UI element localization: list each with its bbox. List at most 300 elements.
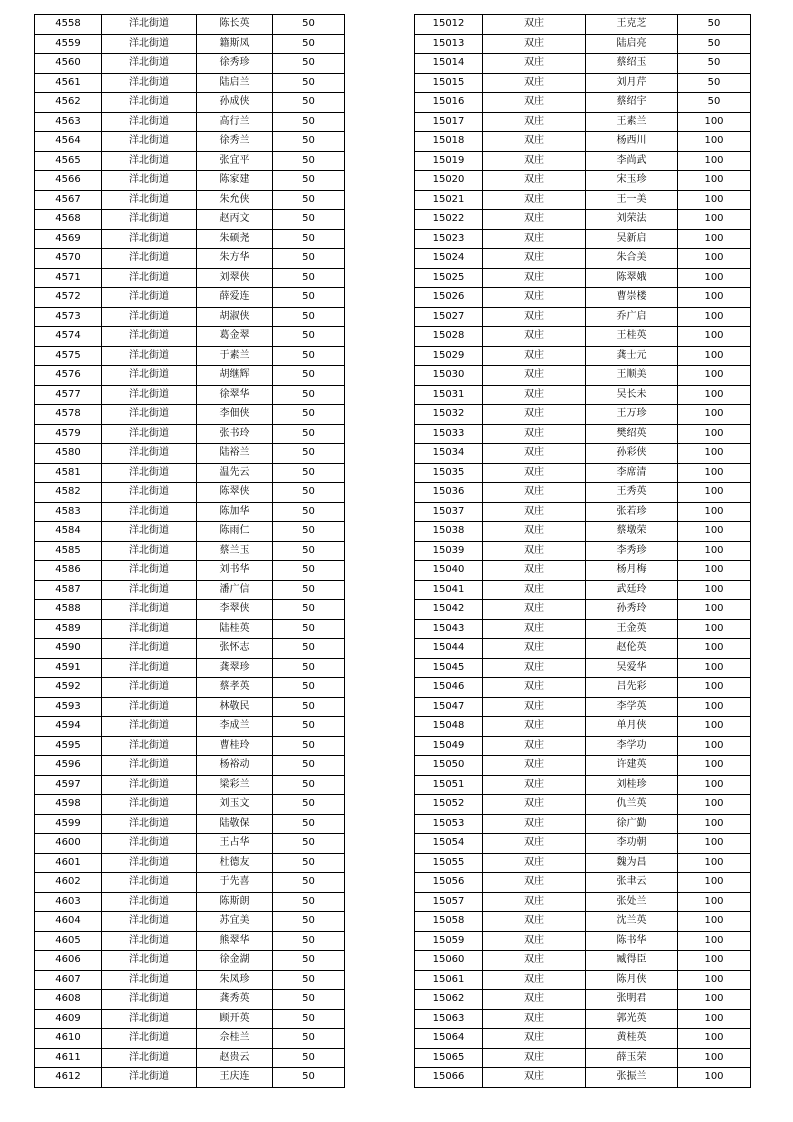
cell-name: 龚士元: [586, 346, 678, 366]
cell-location: 洋北街道: [102, 249, 197, 269]
cell-name: 曹崇楼: [586, 288, 678, 308]
table-row: [35, 1029, 345, 1049]
cell-id: 4572: [35, 288, 102, 308]
cell-amount: 50: [273, 736, 345, 756]
cell-location: 双庄: [483, 444, 586, 464]
cell-id: 15038: [415, 522, 483, 542]
cell-id: 15061: [415, 970, 483, 990]
cell-name: 张聿云: [586, 873, 678, 893]
cell-location: 洋北街道: [102, 1009, 197, 1029]
cell-amount: 100: [678, 151, 751, 171]
cell-id: 15042: [415, 600, 483, 620]
cell-name: 籍斯凤: [197, 34, 273, 54]
cell-location: 洋北街道: [102, 600, 197, 620]
cell-id: 4592: [35, 678, 102, 698]
cell-amount: 100: [678, 268, 751, 288]
cell-amount: 50: [273, 600, 345, 620]
cell-id: 4571: [35, 268, 102, 288]
table-row: [35, 522, 345, 542]
cell-location: 双庄: [483, 853, 586, 873]
cell-name: 王占华: [197, 834, 273, 854]
table-row: [415, 34, 751, 54]
cell-name: 朱合美: [586, 249, 678, 269]
cell-amount: 100: [678, 931, 751, 951]
cell-location: 洋北街道: [102, 1029, 197, 1049]
cell-amount: 50: [273, 892, 345, 912]
cell-name: 徐秀珍: [197, 54, 273, 74]
cell-id: 15013: [415, 34, 483, 54]
table-row: [415, 697, 751, 717]
cell-id: 4583: [35, 502, 102, 522]
cell-id: 4581: [35, 463, 102, 483]
cell-amount: 100: [678, 619, 751, 639]
table-row: [35, 73, 345, 93]
cell-location: 洋北街道: [102, 697, 197, 717]
cell-amount: 100: [678, 717, 751, 737]
table-row: [35, 112, 345, 132]
cell-location: 洋北街道: [102, 639, 197, 659]
cell-id: 4589: [35, 619, 102, 639]
cell-name: 陈雨仁: [197, 522, 273, 542]
left-table: [34, 14, 345, 1088]
cell-amount: 100: [678, 853, 751, 873]
cell-location: 双庄: [483, 697, 586, 717]
cell-amount: 100: [678, 1029, 751, 1049]
cell-id: 4576: [35, 366, 102, 386]
cell-location: 洋北街道: [102, 1048, 197, 1068]
cell-location: 双庄: [483, 522, 586, 542]
cell-name: 王素兰: [586, 112, 678, 132]
table-row: [415, 775, 751, 795]
table-row: [35, 814, 345, 834]
cell-amount: 50: [273, 483, 345, 503]
cell-id: 4580: [35, 444, 102, 464]
cell-location: 双庄: [483, 171, 586, 191]
table-row: [35, 405, 345, 425]
cell-name: 李尚武: [586, 151, 678, 171]
table-row: [35, 834, 345, 854]
cell-name: 薛玉荣: [586, 1048, 678, 1068]
cell-name: 吴爱华: [586, 658, 678, 678]
cell-amount: 50: [273, 444, 345, 464]
cell-amount: 100: [678, 385, 751, 405]
cell-name: 王克芝: [586, 15, 678, 35]
cell-id: 15033: [415, 424, 483, 444]
cell-location: 洋北街道: [102, 541, 197, 561]
cell-id: 15031: [415, 385, 483, 405]
cell-name: 苏宜美: [197, 912, 273, 932]
cell-name: 陆桂英: [197, 619, 273, 639]
cell-id: 4598: [35, 795, 102, 815]
table-row: [35, 717, 345, 737]
cell-amount: 100: [678, 775, 751, 795]
cell-id: 15018: [415, 132, 483, 152]
cell-id: 15066: [415, 1068, 483, 1088]
cell-name: 张书玲: [197, 424, 273, 444]
table-row: [35, 15, 345, 35]
cell-amount: 50: [273, 717, 345, 737]
cell-id: 15035: [415, 463, 483, 483]
cell-location: 双庄: [483, 151, 586, 171]
table-row: [35, 229, 345, 249]
cell-name: 王万珍: [586, 405, 678, 425]
cell-location: 洋北街道: [102, 814, 197, 834]
cell-location: 洋北街道: [102, 892, 197, 912]
cell-location: 洋北街道: [102, 151, 197, 171]
cell-name: 陆敬保: [197, 814, 273, 834]
cell-location: 双庄: [483, 483, 586, 503]
cell-amount: 50: [678, 15, 751, 35]
table-row: [415, 522, 751, 542]
table-row: [415, 678, 751, 698]
table-row: [415, 229, 751, 249]
cell-name: 刘玉文: [197, 795, 273, 815]
table-row: [35, 210, 345, 230]
cell-id: 15055: [415, 853, 483, 873]
cell-name: 胡继辉: [197, 366, 273, 386]
cell-amount: 100: [678, 912, 751, 932]
cell-name: 徐金湖: [197, 951, 273, 971]
cell-name: 曹桂玲: [197, 736, 273, 756]
cell-name: 仇兰英: [586, 795, 678, 815]
cell-id: 15047: [415, 697, 483, 717]
cell-name: 蔡墩荣: [586, 522, 678, 542]
table-row: [35, 151, 345, 171]
cell-amount: 50: [273, 171, 345, 191]
cell-amount: 100: [678, 483, 751, 503]
cell-location: 洋北街道: [102, 444, 197, 464]
table-row: [415, 658, 751, 678]
table-row: [35, 619, 345, 639]
cell-amount: 100: [678, 424, 751, 444]
cell-name: 薛爱连: [197, 288, 273, 308]
cell-name: 陈书华: [586, 931, 678, 951]
cell-location: 洋北街道: [102, 112, 197, 132]
cell-name: 陈加华: [197, 502, 273, 522]
cell-name: 杨月梅: [586, 561, 678, 581]
cell-amount: 50: [273, 54, 345, 74]
cell-amount: 50: [273, 834, 345, 854]
cell-id: 15024: [415, 249, 483, 269]
table-row: [415, 561, 751, 581]
cell-name: 陈斯朗: [197, 892, 273, 912]
table-row: [415, 502, 751, 522]
cell-id: 4584: [35, 522, 102, 542]
cell-amount: 100: [678, 892, 751, 912]
table-row: [415, 639, 751, 659]
table-row: [35, 561, 345, 581]
cell-name: 李翠侠: [197, 600, 273, 620]
cell-name: 宋玉珍: [586, 171, 678, 191]
cell-id: 15053: [415, 814, 483, 834]
cell-id: 15029: [415, 346, 483, 366]
cell-id: 4586: [35, 561, 102, 581]
cell-name: 杨裕动: [197, 756, 273, 776]
cell-amount: 100: [678, 873, 751, 893]
cell-name: 高行兰: [197, 112, 273, 132]
cell-id: 4603: [35, 892, 102, 912]
cell-location: 双庄: [483, 54, 586, 74]
cell-id: 4595: [35, 736, 102, 756]
cell-location: 双庄: [483, 366, 586, 386]
cell-location: 洋北街道: [102, 463, 197, 483]
cell-id: 4602: [35, 873, 102, 893]
cell-location: 双庄: [483, 346, 586, 366]
cell-name: 杨西川: [586, 132, 678, 152]
cell-amount: 50: [273, 619, 345, 639]
cell-id: 4610: [35, 1029, 102, 1049]
cell-name: 佘桂兰: [197, 1029, 273, 1049]
cell-id: 4565: [35, 151, 102, 171]
cell-location: 双庄: [483, 268, 586, 288]
cell-location: 洋北街道: [102, 132, 197, 152]
cell-location: 洋北街道: [102, 288, 197, 308]
table-row: [35, 463, 345, 483]
cell-amount: 50: [273, 463, 345, 483]
cell-location: 洋北街道: [102, 658, 197, 678]
cell-name: 林敬民: [197, 697, 273, 717]
cell-location: 洋北街道: [102, 502, 197, 522]
cell-id: 15046: [415, 678, 483, 698]
cell-amount: 50: [273, 34, 345, 54]
cell-location: 洋北街道: [102, 580, 197, 600]
cell-amount: 50: [678, 93, 751, 113]
cell-name: 刘书华: [197, 561, 273, 581]
table-row: [415, 54, 751, 74]
cell-name: 李佃侠: [197, 405, 273, 425]
cell-id: 4585: [35, 541, 102, 561]
table-row: [35, 327, 345, 347]
cell-name: 孙彩侠: [586, 444, 678, 464]
table-row: [415, 190, 751, 210]
cell-id: 4575: [35, 346, 102, 366]
cell-location: 双庄: [483, 1029, 586, 1049]
table-row: [415, 1009, 751, 1029]
cell-id: 15030: [415, 366, 483, 386]
cell-id: 4566: [35, 171, 102, 191]
cell-id: 4570: [35, 249, 102, 269]
cell-amount: 100: [678, 580, 751, 600]
table-row: [35, 346, 345, 366]
cell-location: 洋北街道: [102, 678, 197, 698]
table-row: [415, 970, 751, 990]
right-table: [414, 14, 751, 1088]
cell-id: 4612: [35, 1068, 102, 1088]
cell-id: 4567: [35, 190, 102, 210]
table-row: [35, 424, 345, 444]
cell-amount: 50: [273, 912, 345, 932]
cell-amount: 100: [678, 444, 751, 464]
cell-amount: 50: [273, 541, 345, 561]
cell-location: 双庄: [483, 951, 586, 971]
cell-name: 李学功: [586, 736, 678, 756]
cell-location: 洋北街道: [102, 970, 197, 990]
cell-location: 洋北街道: [102, 756, 197, 776]
cell-location: 双庄: [483, 327, 586, 347]
cell-id: 4601: [35, 853, 102, 873]
cell-location: 双庄: [483, 639, 586, 659]
cell-name: 樊绍英: [586, 424, 678, 444]
table-row: [415, 327, 751, 347]
cell-amount: 100: [678, 639, 751, 659]
table-row: [415, 892, 751, 912]
table-row: [35, 190, 345, 210]
cell-id: 15049: [415, 736, 483, 756]
table-row: [415, 151, 751, 171]
cell-amount: 50: [273, 366, 345, 386]
table-row: [35, 600, 345, 620]
table-row: [35, 483, 345, 503]
cell-name: 陈翠娥: [586, 268, 678, 288]
table-row: [415, 814, 751, 834]
cell-location: 洋北街道: [102, 229, 197, 249]
cell-amount: 50: [273, 73, 345, 93]
cell-name: 赵丙文: [197, 210, 273, 230]
cell-id: 15032: [415, 405, 483, 425]
cell-amount: 100: [678, 366, 751, 386]
cell-name: 张明君: [586, 990, 678, 1010]
cell-name: 陆启亮: [586, 34, 678, 54]
cell-id: 4607: [35, 970, 102, 990]
cell-location: 洋北街道: [102, 561, 197, 581]
cell-id: 15051: [415, 775, 483, 795]
cell-name: 郭光英: [586, 1009, 678, 1029]
cell-name: 顾开英: [197, 1009, 273, 1029]
cell-amount: 100: [678, 970, 751, 990]
cell-amount: 50: [273, 327, 345, 347]
table-row: [415, 1048, 751, 1068]
cell-location: 双庄: [483, 249, 586, 269]
cell-id: 4579: [35, 424, 102, 444]
table-row: [415, 132, 751, 152]
cell-id: 4561: [35, 73, 102, 93]
cell-id: 4558: [35, 15, 102, 35]
cell-amount: 100: [678, 561, 751, 581]
cell-name: 陈月侠: [586, 970, 678, 990]
cell-amount: 100: [678, 463, 751, 483]
cell-location: 洋北街道: [102, 775, 197, 795]
cell-name: 李秀珍: [586, 541, 678, 561]
cell-id: 15014: [415, 54, 483, 74]
cell-location: 洋北街道: [102, 34, 197, 54]
table-row: [415, 931, 751, 951]
cell-name: 朱硕尧: [197, 229, 273, 249]
cell-id: 15028: [415, 327, 483, 347]
cell-location: 洋北街道: [102, 385, 197, 405]
cell-amount: 100: [678, 112, 751, 132]
cell-amount: 100: [678, 678, 751, 698]
cell-id: 15062: [415, 990, 483, 1010]
cell-location: 洋北街道: [102, 483, 197, 503]
cell-amount: 50: [273, 288, 345, 308]
cell-location: 双庄: [483, 190, 586, 210]
cell-location: 洋北街道: [102, 795, 197, 815]
cell-amount: 50: [678, 54, 751, 74]
cell-id: 15045: [415, 658, 483, 678]
cell-name: 张处兰: [586, 892, 678, 912]
cell-amount: 50: [273, 931, 345, 951]
table-row: [35, 912, 345, 932]
cell-amount: 50: [273, 249, 345, 269]
table-row: [35, 678, 345, 698]
cell-id: 15060: [415, 951, 483, 971]
cell-name: 王秀英: [586, 483, 678, 503]
cell-amount: 50: [273, 424, 345, 444]
cell-location: 双庄: [483, 405, 586, 425]
cell-location: 双庄: [483, 717, 586, 737]
cell-name: 刘荣法: [586, 210, 678, 230]
cell-name: 朱凤珍: [197, 970, 273, 990]
table-row: [35, 639, 345, 659]
cell-id: 15054: [415, 834, 483, 854]
cell-amount: 100: [678, 522, 751, 542]
cell-location: 双庄: [483, 385, 586, 405]
table-row: [35, 93, 345, 113]
cell-amount: 50: [273, 970, 345, 990]
cell-location: 双庄: [483, 658, 586, 678]
cell-amount: 50: [273, 580, 345, 600]
cell-id: 4563: [35, 112, 102, 132]
cell-name: 王桂英: [586, 327, 678, 347]
table-row: [415, 444, 751, 464]
cell-location: 洋北街道: [102, 717, 197, 737]
cell-name: 刘桂珍: [586, 775, 678, 795]
cell-id: 15027: [415, 307, 483, 327]
cell-id: 15040: [415, 561, 483, 581]
cell-amount: 100: [678, 990, 751, 1010]
cell-name: 黄桂英: [586, 1029, 678, 1049]
table-row: [35, 132, 345, 152]
cell-location: 双庄: [483, 15, 586, 35]
cell-id: 4578: [35, 405, 102, 425]
table-row: [35, 697, 345, 717]
cell-location: 双庄: [483, 814, 586, 834]
cell-amount: 100: [678, 951, 751, 971]
cell-amount: 100: [678, 541, 751, 561]
table-row: [415, 366, 751, 386]
cell-location: 洋北街道: [102, 346, 197, 366]
table-row: [35, 502, 345, 522]
table-row: [35, 756, 345, 776]
cell-location: 双庄: [483, 912, 586, 932]
cell-amount: 100: [678, 1048, 751, 1068]
cell-name: 吕先彩: [586, 678, 678, 698]
cell-id: 4564: [35, 132, 102, 152]
cell-location: 洋北街道: [102, 873, 197, 893]
table-row: [35, 873, 345, 893]
cell-location: 洋北街道: [102, 424, 197, 444]
cell-name: 赵伦英: [586, 639, 678, 659]
cell-name: 陈翠侠: [197, 483, 273, 503]
table-row: [415, 619, 751, 639]
cell-id: 15043: [415, 619, 483, 639]
cell-name: 杜德友: [197, 853, 273, 873]
cell-name: 蔡绍宇: [586, 93, 678, 113]
cell-location: 双庄: [483, 736, 586, 756]
cell-amount: 50: [273, 795, 345, 815]
table-row: [415, 834, 751, 854]
cell-id: 15025: [415, 268, 483, 288]
cell-amount: 50: [273, 814, 345, 834]
table-row: [35, 366, 345, 386]
cell-id: 15057: [415, 892, 483, 912]
cell-name: 蔡绍玉: [586, 54, 678, 74]
cell-name: 徐广勤: [586, 814, 678, 834]
cell-name: 胡淑侠: [197, 307, 273, 327]
cell-name: 沈兰英: [586, 912, 678, 932]
cell-amount: 100: [678, 795, 751, 815]
cell-location: 双庄: [483, 678, 586, 698]
